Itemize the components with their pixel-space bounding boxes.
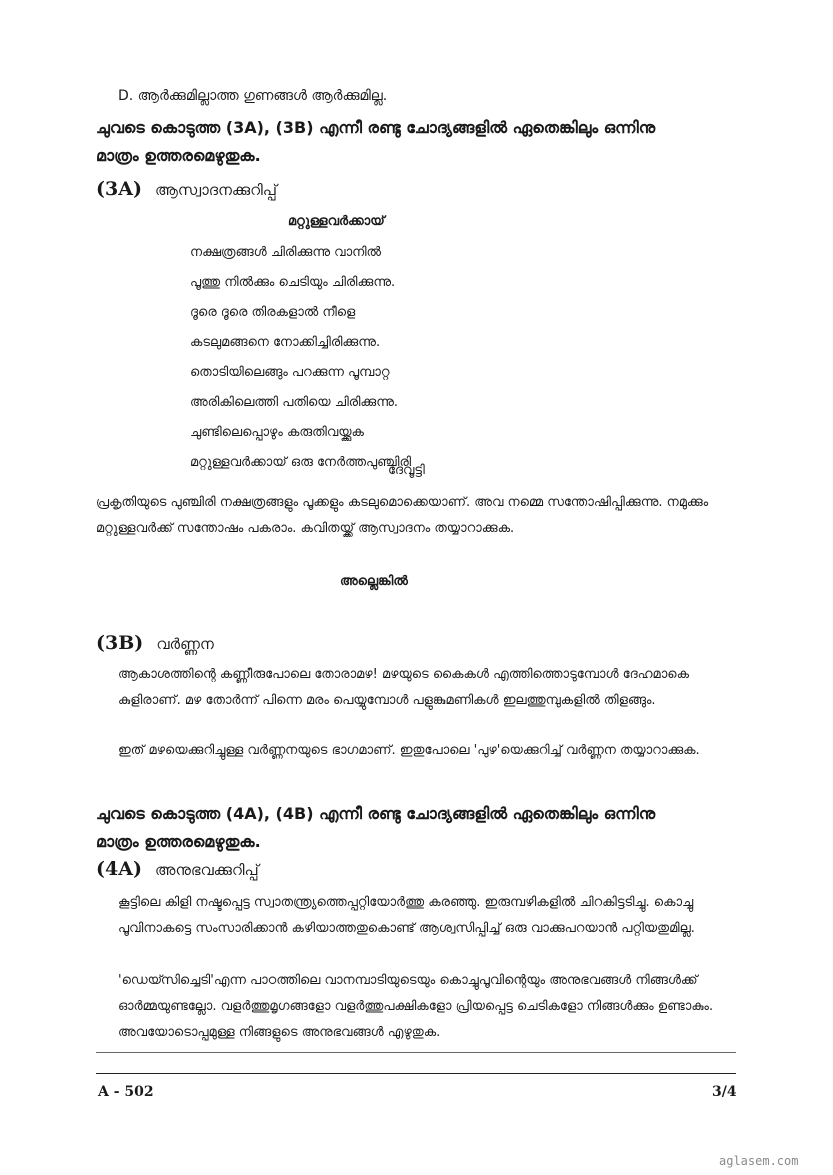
poem-title: മറ്റുള്ളവർക്കായ് xyxy=(288,214,385,229)
question-3b-code: (3B) xyxy=(96,632,144,654)
instruction-4-line1: ചുവടെ കൊടുത്ത (4A), (4B) എന്നീ രണ്ടു ചോദ്യങ്ങളിൽ ഏതെങ്കിലും ഒന്നിനു xyxy=(96,804,656,823)
watermark: aglasem.com xyxy=(719,1154,799,1168)
poem-line: മറ്റുള്ളവർക്കായ് ഒരു നേർത്തപുഞ്ചിരി xyxy=(190,455,412,470)
question-4a-passage: കൂട്ടിലെ കിളി നഷ്ടപ്പെട്ട സ്വാതന്ത്ര്യത്തെപ്പറ്റിയോർത്തു കരഞ്ഞു. ഇരുമ്പഴികളിൽ ചിറകിട്ടടിച്ചു. കൊച്ചു പൂവിനാകട്ടെ സംസാരിക്കാൻ കഴിയാത്തതുകൊണ്ട് ആശ്വസിപ്പിച്ച് ഒരു വാക്കുപറയാൻ പറ്റിയതുമില്ല. xyxy=(118,895,695,936)
paper-code: A - 502 xyxy=(98,1084,154,1100)
poem-line: നക്ഷത്രങ്ങൾ ചിരിക്കുന്നു വാനിൽ xyxy=(190,245,381,260)
question-4a-heading xyxy=(96,858,259,880)
poem-line: കടലുമങ്ങനെ നോക്കിച്ചിരിക്കുന്നു. xyxy=(190,335,381,350)
instruction-4-line2: മാത്രം ഉത്തരമെഴുതുക. xyxy=(96,832,261,851)
question-4a-code: (4A) xyxy=(96,858,142,880)
question-4a-prompt: 'ഡെയ്സിച്ചെടി'എന്ന പാഠത്തിലെ വാനമ്പാടിയുടെയും കൊച്ചുപൂവിന്റെയും അനുഭവങ്ങൾ നിങ്ങൾക്ക് ഓർമ്മയുണ്ടല്ലോ. വളർത്തുമൃഗങ്ങളോ വളർത്തുപക്ഷികളോ പ്രിയപ്പെട്ട ചെടികളോ നിങ്ങൾക്കും ഉണ്ടാകും. അവയോടൊപ്പമുള്ള നിങ്ങളുടെ അനുഭവങ്ങൾ എഴുതുക. xyxy=(118,973,714,1040)
footer-divider xyxy=(96,1073,736,1074)
question-4a-title: അനുഭവക്കുറിപ്പ് xyxy=(155,861,259,879)
option-d: D. ആർക്കുമില്ലാത്ത ഗുണങ്ങൾ ആർക്കുമില്ല. xyxy=(118,88,388,104)
poem-line: ദൂരെ ദൂരെ തിരകളാൽ നീളെ xyxy=(190,305,356,320)
poem xyxy=(190,238,411,478)
divider xyxy=(96,1052,736,1053)
poet-name: ദേവൂട്ടി xyxy=(388,463,425,478)
instruction-3-line1: ചുവടെ കൊടുത്ത (3A), (3B) എന്നീ രണ്ടു ചോദ്യങ്ങളിൽ ഏതെങ്കിലും ഒന്നിനു xyxy=(96,118,656,137)
poem-line: പൂത്തു നിൽക്കും ചെടിയും ചിരിക്കുന്നു. xyxy=(190,275,396,290)
page-number: 3/4 xyxy=(712,1084,737,1100)
poem-line: അരികിലെത്തി പതിയെ ചിരിക്കുന്നു. xyxy=(190,395,399,410)
instruction-3 xyxy=(96,114,655,170)
instruction-4 xyxy=(96,800,655,856)
question-3b-passage: ആകാശത്തിന്റെ കണ്ണീരുപോലെ തോരാമഴ! മഴയുടെ കൈകൾ എത്തിത്തൊടുമ്പോൾ ദേഹമാകെ കുളിരാണ്. മഴ തോർന്ന് പിന്നെ മരം പെയ്യുമ്പോൾ പളുങ്കുമണികൾ ഇലത്തുമ്പുകളിൽ തിളങ്ങും. xyxy=(118,667,689,708)
question-3a-prompt: പ്രകൃതിയുടെ പുഞ്ചിരി നക്ഷത്രങ്ങളും പൂക്കളും കടലുമൊക്കെയാണ്. അവ നമ്മെ സന്തോഷിപ്പിക്കുന്നു. നമുക്കും മറ്റുള്ളവർക്ക് സന്തോഷം പകരാം. കവിതയ്ക്ക് ആസ്വാദനം തയ്യാറാക്കുക. xyxy=(96,495,709,536)
question-3b-prompt: ഇത് മഴയെക്കുറിച്ചുള്ള വർണ്ണനയുടെ ഭാഗമാണ്. ഇതുപോലെ 'പുഴ'യെക്കുറിച്ച് വർണ്ണന തയ്യാറാക്കുക. xyxy=(118,743,700,758)
question-3a-title: ആസ്വാദനക്കുറിപ്പ് xyxy=(155,181,277,199)
instruction-3-line2: മാത്രം ഉത്തരമെഴുതുക. xyxy=(96,146,261,165)
poem-line: ചുണ്ടിലെപ്പൊഴും കരുതിവയ്ക്കുക xyxy=(190,425,364,440)
or-label: അല്ലെങ്കിൽ xyxy=(340,574,408,589)
question-3b-heading xyxy=(96,632,214,654)
question-3b-title: വർണ്ണന xyxy=(156,635,214,653)
question-3a-heading xyxy=(96,178,277,200)
question-3a-code: (3A) xyxy=(96,178,142,200)
poem-line: തൊടിയിലെങ്ങും പറക്കുന്ന പൂമ്പാറ്റ xyxy=(190,365,390,380)
